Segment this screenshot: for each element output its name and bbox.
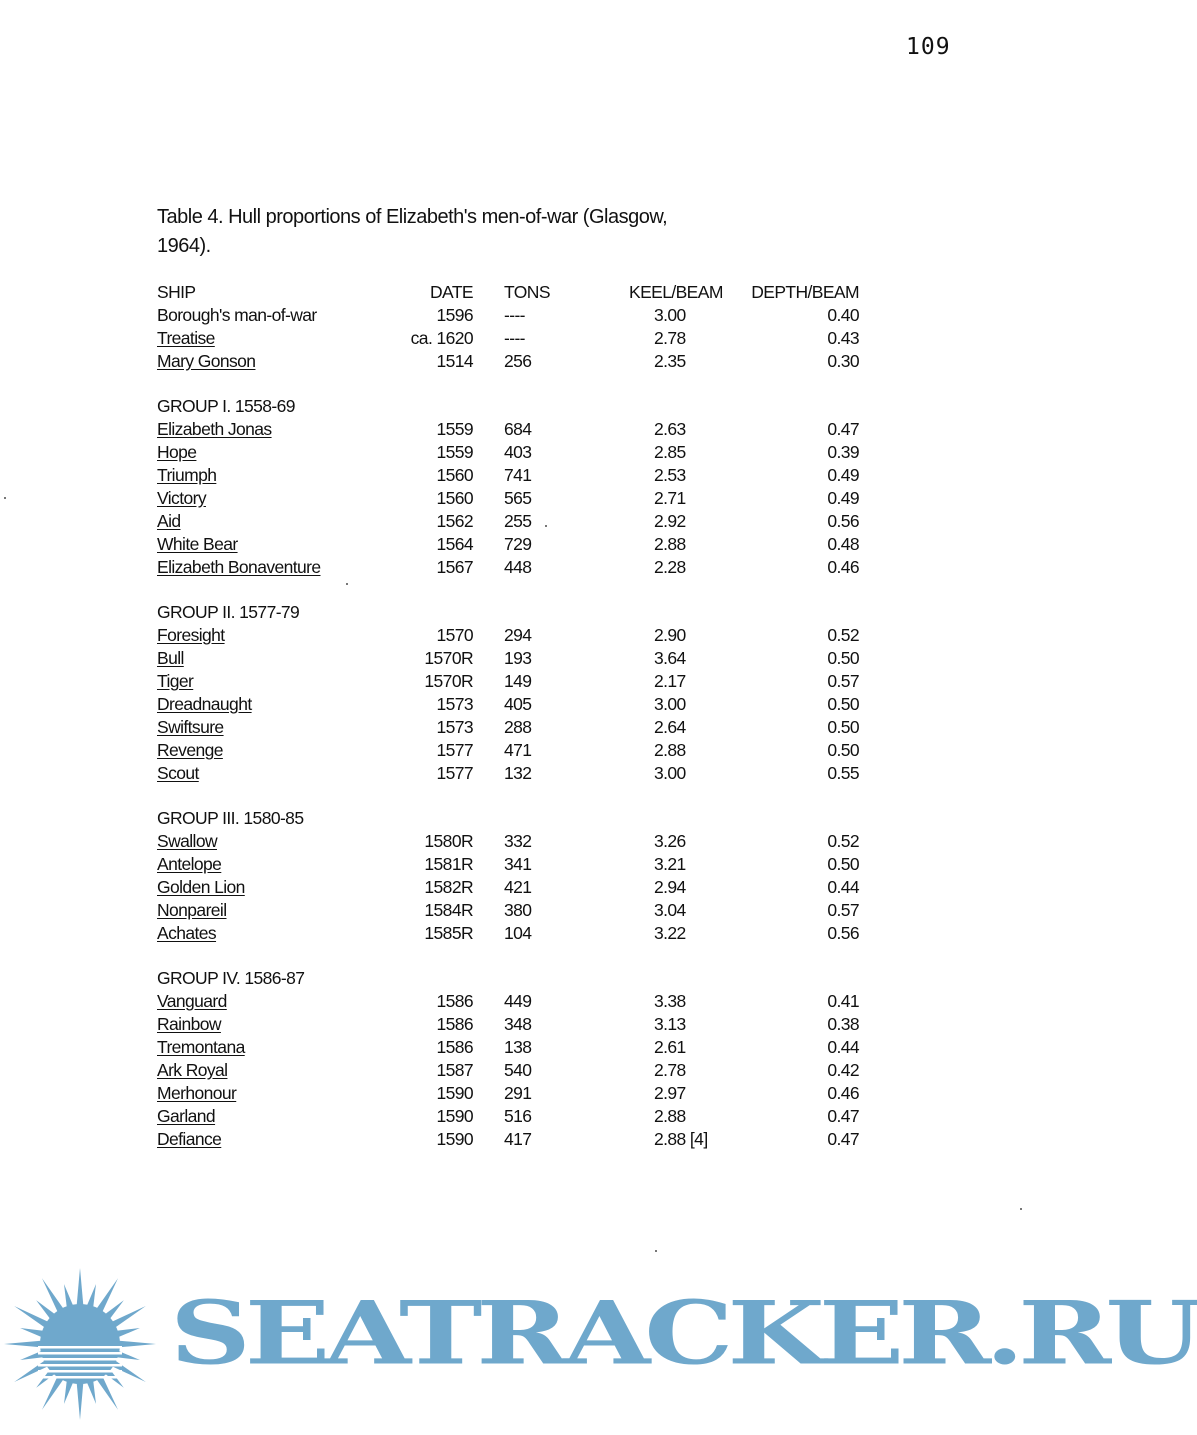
ship-depth-beam: 0.44 xyxy=(827,1037,859,1057)
sun-ray xyxy=(87,1284,97,1308)
table-row xyxy=(157,739,859,762)
ship-keel-beam xyxy=(629,1059,729,1082)
ship-depth-beam: 0.47 xyxy=(827,419,859,439)
group-title: GROUP III. 1580-85 xyxy=(157,808,304,828)
ship-keel-beam-value: 2.85 xyxy=(654,442,686,462)
table-row xyxy=(157,876,859,899)
ship-date: 1580R xyxy=(424,831,473,851)
group-spacer xyxy=(157,373,859,395)
table-row xyxy=(157,990,859,1013)
ship-keel-beam xyxy=(629,1105,729,1128)
ship-date: 1586 xyxy=(436,991,473,1011)
scan-speck xyxy=(1020,1208,1022,1210)
ship-keel-beam xyxy=(629,327,729,350)
sun-ray xyxy=(118,1341,156,1348)
ship-tons: 421 xyxy=(504,877,532,897)
sun-ray xyxy=(77,1382,84,1420)
ship-depth-beam: 0.50 xyxy=(827,694,859,714)
group-spacer-cell xyxy=(157,373,859,395)
ship-keel-beam xyxy=(629,464,729,487)
table-row xyxy=(157,670,859,693)
caption-line-1: Table 4. Hull proportions of Elizabeth's men-of-war (Glasgow, xyxy=(157,206,668,228)
sun-stripe xyxy=(38,1370,122,1373)
ship-keel-beam-value: 2.61 xyxy=(654,1037,686,1057)
table-row xyxy=(157,556,859,579)
ship-depth-beam: 0.52 xyxy=(827,831,859,851)
ship-name: Bull xyxy=(157,648,184,668)
ship-depth-beam: 0.57 xyxy=(827,671,859,691)
ship-keel-beam xyxy=(629,556,729,579)
ship-name: Swallow xyxy=(157,831,217,851)
group-title: GROUP II. 1577-79 xyxy=(157,602,300,622)
ship-depth-beam: 0.43 xyxy=(827,328,859,348)
ship-name: Elizabeth Jonas xyxy=(157,419,272,439)
ship-name: Merhonour xyxy=(157,1083,237,1103)
ship-date: 1570R xyxy=(424,648,473,668)
ship-depth-beam: 0.56 xyxy=(827,511,859,531)
ship-tons: 405 xyxy=(504,694,532,714)
ship-name: Mary Gonson xyxy=(157,351,256,371)
ship-depth-beam: 0.49 xyxy=(827,488,859,508)
table-row xyxy=(157,350,859,373)
ship-name: Hope xyxy=(157,442,197,462)
ship-keel-beam-value: 2.28 xyxy=(654,557,686,577)
ship-date: 1584R xyxy=(424,900,473,920)
ship-depth-beam: 0.50 xyxy=(827,740,859,760)
ship-name: Foresight xyxy=(157,625,225,645)
sun-stripe xyxy=(38,1376,122,1379)
ship-keel-beam-value: 2.71 xyxy=(654,488,686,508)
header-date: DATE xyxy=(430,282,473,302)
ship-keel-beam-value: 2.35 xyxy=(654,351,686,371)
ship-keel-beam-value: 2.78 xyxy=(654,1060,686,1080)
ship-tons: ---- xyxy=(504,305,525,325)
sun-icon xyxy=(2,1270,162,1420)
ship-keel-beam xyxy=(629,1013,729,1036)
ship-depth-beam: 0.48 xyxy=(827,534,859,554)
ship-keel-beam xyxy=(629,441,729,464)
ship-name: White Bear xyxy=(157,534,238,554)
ship-keel-beam-value: 2.53 xyxy=(654,465,686,485)
caption-line-2: 1964). xyxy=(157,235,211,257)
scan-speck xyxy=(545,525,547,527)
ship-depth-beam: 0.55 xyxy=(827,763,859,783)
ship-tons: 471 xyxy=(504,740,532,760)
ship-keel-beam-value: 2.92 xyxy=(654,511,686,531)
table-row xyxy=(157,693,859,716)
ship-keel-beam-value: 2.90 xyxy=(654,625,686,645)
ship-keel-beam-value: 2.88 [4] xyxy=(654,1129,708,1149)
group-spacer xyxy=(157,785,859,807)
group-title-row xyxy=(157,395,859,418)
ship-name: Victory xyxy=(157,488,206,508)
table-row xyxy=(157,1013,859,1036)
group-title-row xyxy=(157,967,859,990)
ship-date: 1590 xyxy=(436,1106,473,1126)
table-row xyxy=(157,1082,859,1105)
ship-keel-beam-value: 3.04 xyxy=(654,900,686,920)
group-title: GROUP IV. 1586-87 xyxy=(157,968,305,988)
ship-keel-beam xyxy=(629,418,729,441)
ship-date: 1596 xyxy=(436,305,473,325)
ship-keel-beam xyxy=(629,853,729,876)
ship-keel-beam-value: 2.63 xyxy=(654,419,686,439)
table-row xyxy=(157,327,859,350)
sun-ray xyxy=(4,1341,42,1348)
ship-tons: 448 xyxy=(504,557,532,577)
ship-date: 1586 xyxy=(436,1014,473,1034)
table-row xyxy=(157,1059,859,1082)
ship-tons: 104 xyxy=(504,923,532,943)
ship-name: Achates xyxy=(157,923,217,943)
ship-keel-beam-value: 3.00 xyxy=(654,305,686,325)
ship-date: 1586 xyxy=(436,1037,473,1057)
ship-tons: 403 xyxy=(504,442,532,462)
ship-depth-beam: 0.38 xyxy=(827,1014,859,1034)
ship-depth-beam: 0.50 xyxy=(827,717,859,737)
ship-tons: 193 xyxy=(504,648,532,668)
ship-date: 1560 xyxy=(436,465,473,485)
table-row xyxy=(157,1105,859,1128)
page-number: 109 xyxy=(906,34,951,60)
group-title: GROUP I. 1558-69 xyxy=(157,396,295,416)
group-spacer xyxy=(157,945,859,967)
ship-date: 1590 xyxy=(436,1129,473,1149)
ship-tons: 288 xyxy=(504,717,532,737)
ship-keel-beam xyxy=(629,487,729,510)
ship-tons: 132 xyxy=(504,763,532,783)
table-row xyxy=(157,441,859,464)
ship-tons: 149 xyxy=(504,671,532,691)
ship-tons: 332 xyxy=(504,831,532,851)
ship-date: 1560 xyxy=(436,488,473,508)
ship-keel-beam xyxy=(629,762,729,785)
ship-tons: 256 xyxy=(504,351,532,371)
ship-date: 1577 xyxy=(436,763,473,783)
sun-ray xyxy=(20,1328,44,1338)
ship-name: Elizabeth Bonaventure xyxy=(157,557,321,577)
hull-proportions-table xyxy=(157,281,859,1151)
ship-date: 1570R xyxy=(424,671,473,691)
sun-stripe xyxy=(38,1364,122,1367)
table-caption xyxy=(157,203,717,261)
ship-depth-beam: 0.47 xyxy=(827,1106,859,1126)
ship-name: Golden Lion xyxy=(157,877,245,897)
ship-depth-beam: 0.46 xyxy=(827,557,859,577)
ship-date: 1573 xyxy=(436,694,473,714)
ship-keel-beam xyxy=(629,1128,729,1151)
ship-date: 1585R xyxy=(424,923,473,943)
ship-depth-beam: 0.57 xyxy=(827,900,859,920)
ship-date: 1581R xyxy=(424,854,473,874)
ship-keel-beam-value: 2.97 xyxy=(654,1083,686,1103)
ship-depth-beam: 0.41 xyxy=(827,991,859,1011)
table-row xyxy=(157,922,859,945)
group-title-row xyxy=(157,807,859,830)
ship-keel-beam xyxy=(629,304,729,327)
ship-keel-beam xyxy=(629,350,729,373)
ship-name: Tremontana xyxy=(157,1037,245,1057)
ship-depth-beam: 0.40 xyxy=(827,305,859,325)
ship-tons: 291 xyxy=(504,1083,532,1103)
header-ship: SHIP xyxy=(157,282,196,302)
scan-speck xyxy=(346,583,348,585)
ship-depth-beam: 0.52 xyxy=(827,625,859,645)
group-spacer-cell xyxy=(157,579,859,601)
ship-depth-beam: 0.44 xyxy=(827,877,859,897)
ship-name: Rainbow xyxy=(157,1014,221,1034)
ship-keel-beam xyxy=(629,876,729,899)
ship-depth-beam: 0.39 xyxy=(827,442,859,462)
header-depth-beam: DEPTH/BEAM xyxy=(751,282,859,302)
ship-keel-beam-value: 3.13 xyxy=(654,1014,686,1034)
ship-keel-beam-value: 3.26 xyxy=(654,831,686,851)
table-row xyxy=(157,510,859,533)
ship-keel-beam xyxy=(629,533,729,556)
ship-tons: 540 xyxy=(504,1060,532,1080)
ship-tons: 138 xyxy=(504,1037,532,1057)
ship-tons: 255 xyxy=(504,511,532,531)
sun-ray xyxy=(64,1380,74,1404)
ship-tons: ---- xyxy=(504,328,525,348)
ship-name: Garland xyxy=(157,1106,216,1126)
ship-keel-beam-value: 2.94 xyxy=(654,877,686,897)
ship-name: Triumph xyxy=(157,465,217,485)
ship-tons: 741 xyxy=(504,465,532,485)
ship-name: Antelope xyxy=(157,854,222,874)
ship-keel-beam-value: 2.17 xyxy=(654,671,686,691)
table-row xyxy=(157,830,859,853)
table-row xyxy=(157,624,859,647)
ship-date: 1564 xyxy=(436,534,473,554)
ship-keel-beam xyxy=(629,1082,729,1105)
ship-date: 1590 xyxy=(436,1083,473,1103)
ship-date: 1570 xyxy=(436,625,473,645)
ship-name: Ark Royal xyxy=(157,1060,228,1080)
ship-tons: 684 xyxy=(504,419,532,439)
ship-tons: 348 xyxy=(504,1014,532,1034)
header-tons: TONS xyxy=(504,282,550,302)
group-spacer-cell xyxy=(157,785,859,807)
ship-keel-beam xyxy=(629,830,729,853)
sun-ray xyxy=(64,1284,74,1308)
table-row xyxy=(157,1128,859,1151)
table-row xyxy=(157,1036,859,1059)
ship-date: 1514 xyxy=(436,351,473,371)
ship-tons: 417 xyxy=(504,1129,532,1149)
ship-depth-beam: 0.50 xyxy=(827,648,859,668)
ship-name: Tiger xyxy=(157,671,194,691)
ship-tons: 516 xyxy=(504,1106,532,1126)
table-body xyxy=(157,304,859,1151)
ship-keel-beam xyxy=(629,647,729,670)
ship-depth-beam: 0.49 xyxy=(827,465,859,485)
ship-keel-beam-value: 3.00 xyxy=(654,694,686,714)
sun-ray xyxy=(116,1328,140,1338)
table-row xyxy=(157,716,859,739)
ship-keel-beam xyxy=(629,716,729,739)
ship-keel-beam xyxy=(629,624,729,647)
ship-keel-beam-value: 3.38 xyxy=(654,991,686,1011)
group-spacer xyxy=(157,579,859,601)
ship-tons: 341 xyxy=(504,854,532,874)
ship-name: Nonpareil xyxy=(157,900,227,920)
ship-keel-beam-value: 2.88 xyxy=(654,1106,686,1126)
ship-name: Aid xyxy=(157,511,181,531)
ship-date: 1577 xyxy=(436,740,473,760)
ship-name: Borough's man-of-war xyxy=(157,305,317,325)
ship-tons: 729 xyxy=(504,534,532,554)
watermark xyxy=(0,1270,1197,1420)
ship-date: 1587 xyxy=(436,1060,473,1080)
ship-keel-beam xyxy=(629,693,729,716)
ship-keel-beam xyxy=(629,1036,729,1059)
ship-keel-beam xyxy=(629,990,729,1013)
ship-keel-beam xyxy=(629,739,729,762)
table-row xyxy=(157,762,859,785)
ship-depth-beam: 0.47 xyxy=(827,1129,859,1149)
ship-name: Revenge xyxy=(157,740,223,760)
sun-stripe xyxy=(38,1358,122,1361)
ship-keel-beam-value: 3.00 xyxy=(654,763,686,783)
ship-keel-beam xyxy=(629,899,729,922)
header-keel-beam xyxy=(629,281,729,304)
ship-name: Swiftsure xyxy=(157,717,224,737)
table-header-row xyxy=(157,281,859,304)
ship-tons: 380 xyxy=(504,900,532,920)
table-row xyxy=(157,418,859,441)
table-row xyxy=(157,487,859,510)
ship-keel-beam-value: 2.88 xyxy=(654,534,686,554)
ship-keel-beam xyxy=(629,670,729,693)
ship-date: 1582R xyxy=(424,877,473,897)
group-spacer-cell xyxy=(157,945,859,967)
table-row xyxy=(157,533,859,556)
ship-depth-beam: 0.30 xyxy=(827,351,859,371)
ship-keel-beam-value: 2.88 xyxy=(654,740,686,760)
ship-name: Treatise xyxy=(157,328,215,348)
ship-depth-beam: 0.56 xyxy=(827,923,859,943)
scan-speck xyxy=(4,497,6,499)
ship-name: Defiance xyxy=(157,1129,222,1149)
ship-keel-beam-value: 3.21 xyxy=(654,854,686,874)
ship-date: ca. 1620 xyxy=(410,328,473,348)
ship-depth-beam: 0.50 xyxy=(827,854,859,874)
ship-depth-beam: 0.46 xyxy=(827,1083,859,1103)
ship-tons: 565 xyxy=(504,488,532,508)
table-row xyxy=(157,647,859,670)
scan-speck xyxy=(655,1250,657,1252)
ship-name: Scout xyxy=(157,763,199,783)
table-row xyxy=(157,899,859,922)
ship-date: 1559 xyxy=(436,419,473,439)
ship-date: 1573 xyxy=(436,717,473,737)
table-row xyxy=(157,464,859,487)
ship-keel-beam-value: 2.64 xyxy=(654,717,686,737)
watermark-text: SEATRACKER.RU xyxy=(170,1282,1197,1385)
table-row xyxy=(157,853,859,876)
ship-keel-beam xyxy=(629,510,729,533)
sun-stripe xyxy=(38,1346,122,1349)
ship-date: 1567 xyxy=(436,557,473,577)
ship-tons: 449 xyxy=(504,991,532,1011)
ship-keel-beam-value: 3.64 xyxy=(654,648,686,668)
header-keel-beam-label: KEEL/BEAM xyxy=(629,282,723,302)
ship-name: Vanguard xyxy=(157,991,227,1011)
ship-name: Dreadnaught xyxy=(157,694,252,714)
ship-keel-beam xyxy=(629,922,729,945)
ship-keel-beam-value: 2.78 xyxy=(654,328,686,348)
ship-depth-beam: 0.42 xyxy=(827,1060,859,1080)
sun-stripe xyxy=(38,1352,122,1355)
ship-date: 1559 xyxy=(436,442,473,462)
table-row xyxy=(157,304,859,327)
ship-date: 1562 xyxy=(436,511,473,531)
group-title-row xyxy=(157,601,859,624)
sun-ray xyxy=(87,1380,97,1404)
ship-keel-beam-value: 3.22 xyxy=(654,923,686,943)
ship-tons: 294 xyxy=(504,625,532,645)
sun-ray xyxy=(77,1268,84,1306)
